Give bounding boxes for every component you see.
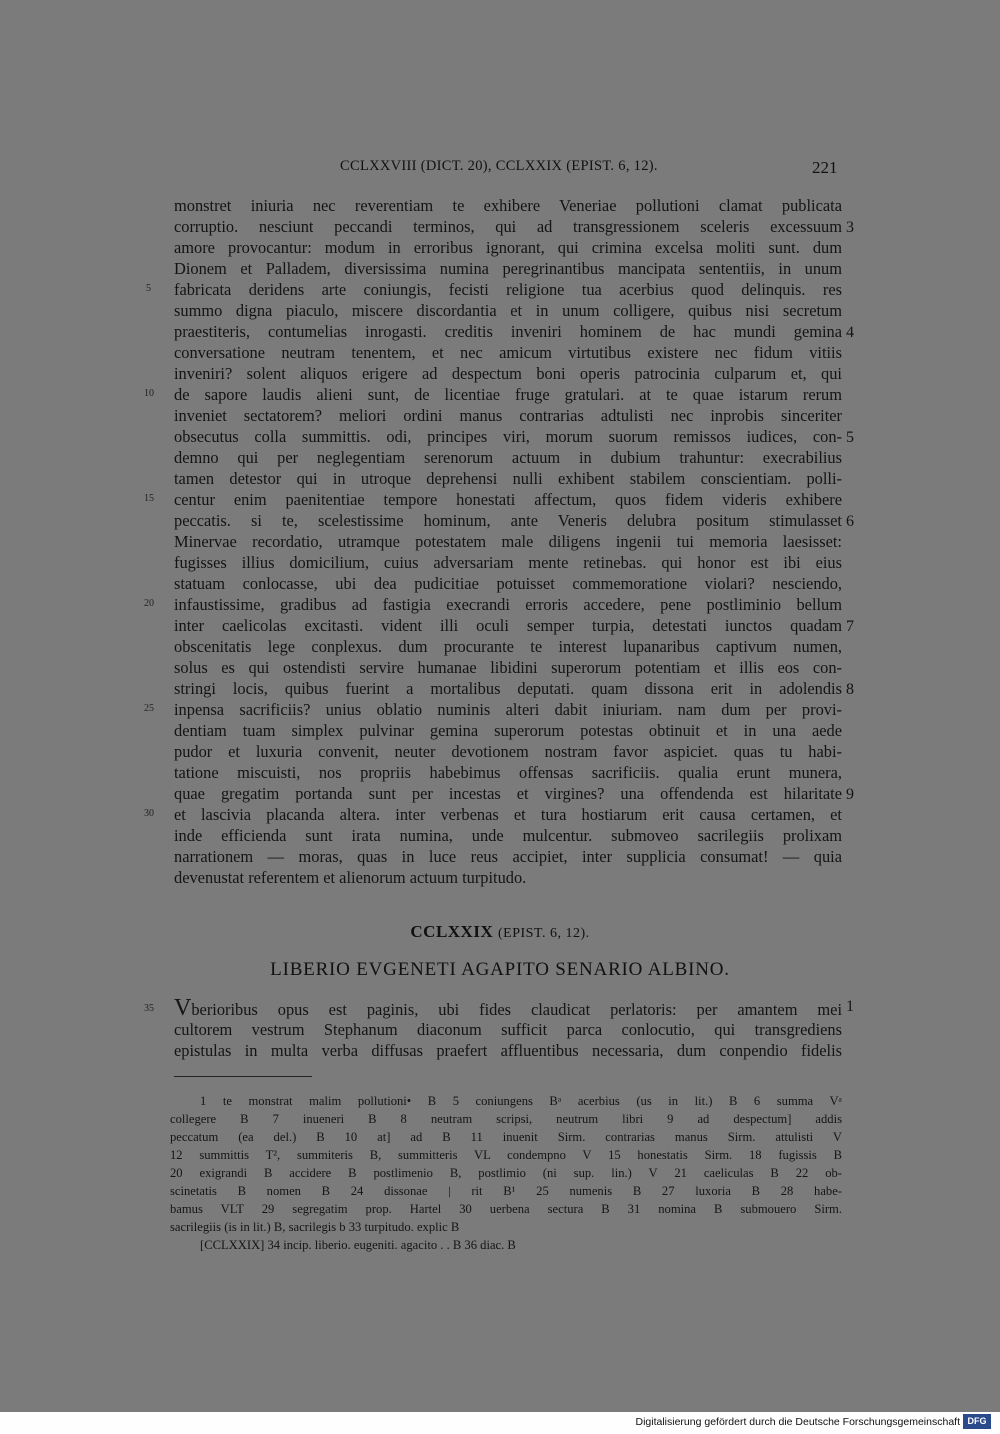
line-number: 25 xyxy=(144,703,154,714)
text-line: stringi locis, quibus fuerint a mortalibus deputati. quam dissona erit in adolendis xyxy=(174,679,842,698)
chapter-number: 3 xyxy=(846,219,854,236)
text-line: fugisses illius domicilium, cuius adversariam mente retinebas. qui honor est ibi eius xyxy=(174,553,842,572)
footnote-rule xyxy=(174,1076,312,1077)
text-line: epistulas in multa verba diffusas praefert affluentibus necessaria, dum conpendio fidelis xyxy=(174,1041,842,1060)
text-line: centur enim paenitentiae tempore honestati affectum, quos fidem videris exhibere xyxy=(174,490,842,509)
chapter-number: 6 xyxy=(846,513,854,530)
text-line-rest: berioribus opus est paginis, ubi fides claudicat perlatoris: per amantem mei xyxy=(191,1000,842,1019)
line-number: 10 xyxy=(144,388,154,399)
text-line: obscenitatis lege conplexus. dum procurante te interest lupanaribus captivum numen, xyxy=(174,637,842,656)
text-line: demno qui per neglegentiam serenorum actuum in dubium trahuntur: execrabilius xyxy=(174,448,842,467)
text-line: devenustat referentem et alienorum actuum turpitudo. xyxy=(174,868,527,887)
chapter-number: 1 xyxy=(846,998,854,1015)
chapter-number: 7 xyxy=(846,618,854,635)
dropcap: V xyxy=(174,995,192,1021)
text-line: peccatis. si te, scelestissime hominum, ante Veneris delubra positum stimulasset xyxy=(174,511,842,530)
section-number: CCLXXIX xyxy=(410,922,494,941)
chapter-number: 4 xyxy=(846,324,854,341)
text-line: amore provocantur: modum in erroribus ignorant, qui crimina excelsa moliti sunt. dum xyxy=(174,238,842,257)
text-line: praestiteris, contumelias inrogasti. creditis inveniri hominem de hac mundi gemina xyxy=(174,322,842,341)
apparatus-line: collegere B 7 inueneri B 8 neutram scripsi, neutrum libri 9 ad despectum] addis xyxy=(170,1112,842,1126)
line-number: 35 xyxy=(144,1003,154,1014)
text-line: statuam conlocasse, ubi dea pudicitiae potuisset commemoratione violari? nesciendo, xyxy=(174,574,842,593)
text-line: pudor et luxuria convenit, neuter devotionem nostram favor aspiciet. quas tu habi- xyxy=(174,742,842,761)
apparatus-line: 1 te monstrat malim pollutioni• B 5 coniungens Bᵃ acerbius (us in lit.) B 6 summa Vᵃ xyxy=(200,1094,842,1108)
line-number: 30 xyxy=(144,808,154,819)
text-line: conversatione neutram tenentem, et nec amicum virtutibus existere nec fidum vitiis xyxy=(174,343,842,362)
text-line: fabricata deridens arte coniungis, fecisti religione tua acerbius quod delinquis. res xyxy=(174,280,842,299)
running-header: CCLXXVIII (DICT. 20), CCLXXIX (EPIST. 6, 12). xyxy=(340,158,658,174)
text-line: dentiam tuam simplex pulvinar gemina superorum potestas obtinuit et in una aede xyxy=(174,721,842,740)
text-line: infaustissime, gradibus ad fastigia execrandi erroris accedere, pene postliminio bellum xyxy=(174,595,842,614)
line-number: 5 xyxy=(146,283,151,294)
apparatus-line: 12 summittis T², summiteris B, summitteris VL condempno V 15 honestatis Sirm. 18 fugissis B xyxy=(170,1148,842,1162)
line-number: 20 xyxy=(144,598,154,609)
text-line: narrationem — moras, quas in luce reus accipiet, inter supplicia consumat! — quia xyxy=(174,847,842,866)
funding-credit: Digitalisierung gefördert durch die Deutsche Forschungsgemeinschaft xyxy=(635,1416,960,1428)
apparatus-line: sacrilegiis (is in lit.) B, sacrilegis b 33 turpitudo. explic B xyxy=(170,1220,460,1234)
apparatus-heading-line: [CCLXXIX] 34 incip. liberio. eugeniti. agacito . . B 36 diac. B xyxy=(200,1238,516,1252)
page-number: 221 xyxy=(812,158,838,177)
section-source: (EPIST. 6, 12). xyxy=(497,926,590,941)
text-line: summo digna piaculo, miscere discordantia et in unum colligere, quibus nisi secretum xyxy=(174,301,842,320)
chapter-number: 8 xyxy=(846,681,854,698)
dfg-logo: DFG xyxy=(963,1414,991,1429)
text-line xyxy=(174,996,842,1020)
text-line: Dionem et Palladem, diversissima numina peregrinantibus mancipata sententiis, in unum xyxy=(174,259,842,278)
apparatus-line: peccatum (ea del.) B 10 at] ad B 11 inuenit Sirm. contrarias manus Sirm. attulisti V xyxy=(170,1130,842,1144)
text-line: tatione miscuisti, nos propriis habebimus offensas sacrificiis. qualia erunt munera, xyxy=(174,763,842,782)
chapter-number: 9 xyxy=(846,786,854,803)
apparatus-line: 20 exigrandi B accidere B postlimenio B, postlimio (ni sup. lin.) V 21 caeliculas B 22 ob- xyxy=(170,1166,842,1180)
text-line: monstret iniuria nec reverentiam te exhibere Veneriae pollutioni clamat publicata xyxy=(174,196,842,215)
text-line: Minervae recordatio, utramque potestatem male diligens ingenii tui memoria laesisset: xyxy=(174,532,842,551)
text-line: inveniet sectatorem? meliori ordini manus contrarias adtulisti nec inprobis sinceriter xyxy=(174,406,842,425)
text-line: inter caelicolas excitasti. vident illi oculi semper turpia, detestati iunctos quadam xyxy=(174,616,842,635)
chapter-number: 5 xyxy=(846,429,854,446)
text-line: corruptio. nesciunt peccandi terminos, qui ad transgressionem sceleris excessuum xyxy=(174,217,842,236)
text-line: et lascivia placanda altera. inter verbenas et tura hostiarum erit causa certamen, et xyxy=(174,805,842,824)
text-line: solus es qui ostendisti servire humanae libidini superorum potentiam et illis eos con- xyxy=(174,658,842,677)
apparatus-line: bamus VLT 29 segregatim prop. Hartel 30 uerbena sectura B 31 nomina B submouero Sirm. xyxy=(170,1202,842,1216)
apparatus-line: scinetatis B nomen B 24 dissonae | rit B¹ 25 numenis B 27 luxoria B 28 habe- xyxy=(170,1184,842,1198)
text-line: inde efficienda sunt irata numina, unde mulcentur. submoveo sacrilegiis prolixam xyxy=(174,826,842,845)
line-number: 15 xyxy=(144,493,154,504)
text-line: obsecutus colla summittis. odi, principes viri, morum suorum remissos iudices, con- xyxy=(174,427,842,446)
text-line: de sapore laudis alieni sunt, de licentiae fruge gratulari. at te quae istarum rerum xyxy=(174,385,842,404)
text-line: inveniri? solent aliquos erigere ad despectum boni operis patrocinia culparum et, qui xyxy=(174,364,842,383)
text-line: quae gregatim portanda sunt per incestas et virgines? una offendenda est hilaritate xyxy=(174,784,842,803)
section-address: LIBERIO EVGENETI AGAPITO SENARIO ALBINO. xyxy=(270,959,730,980)
section-heading xyxy=(0,922,1000,942)
text-line: inpensa sacrificiis? unius oblatio numinis alteri dabit iniuriam. nam dum per provi- xyxy=(174,700,842,719)
text-line: tamen detestor qui in utroque deprehensi nulli exhibent stabilem conscientiam. polli- xyxy=(174,469,842,488)
text-line: cultorem vestrum Stephanum diaconum sufficit parca conlocutio, qui transgrediens xyxy=(174,1020,842,1039)
